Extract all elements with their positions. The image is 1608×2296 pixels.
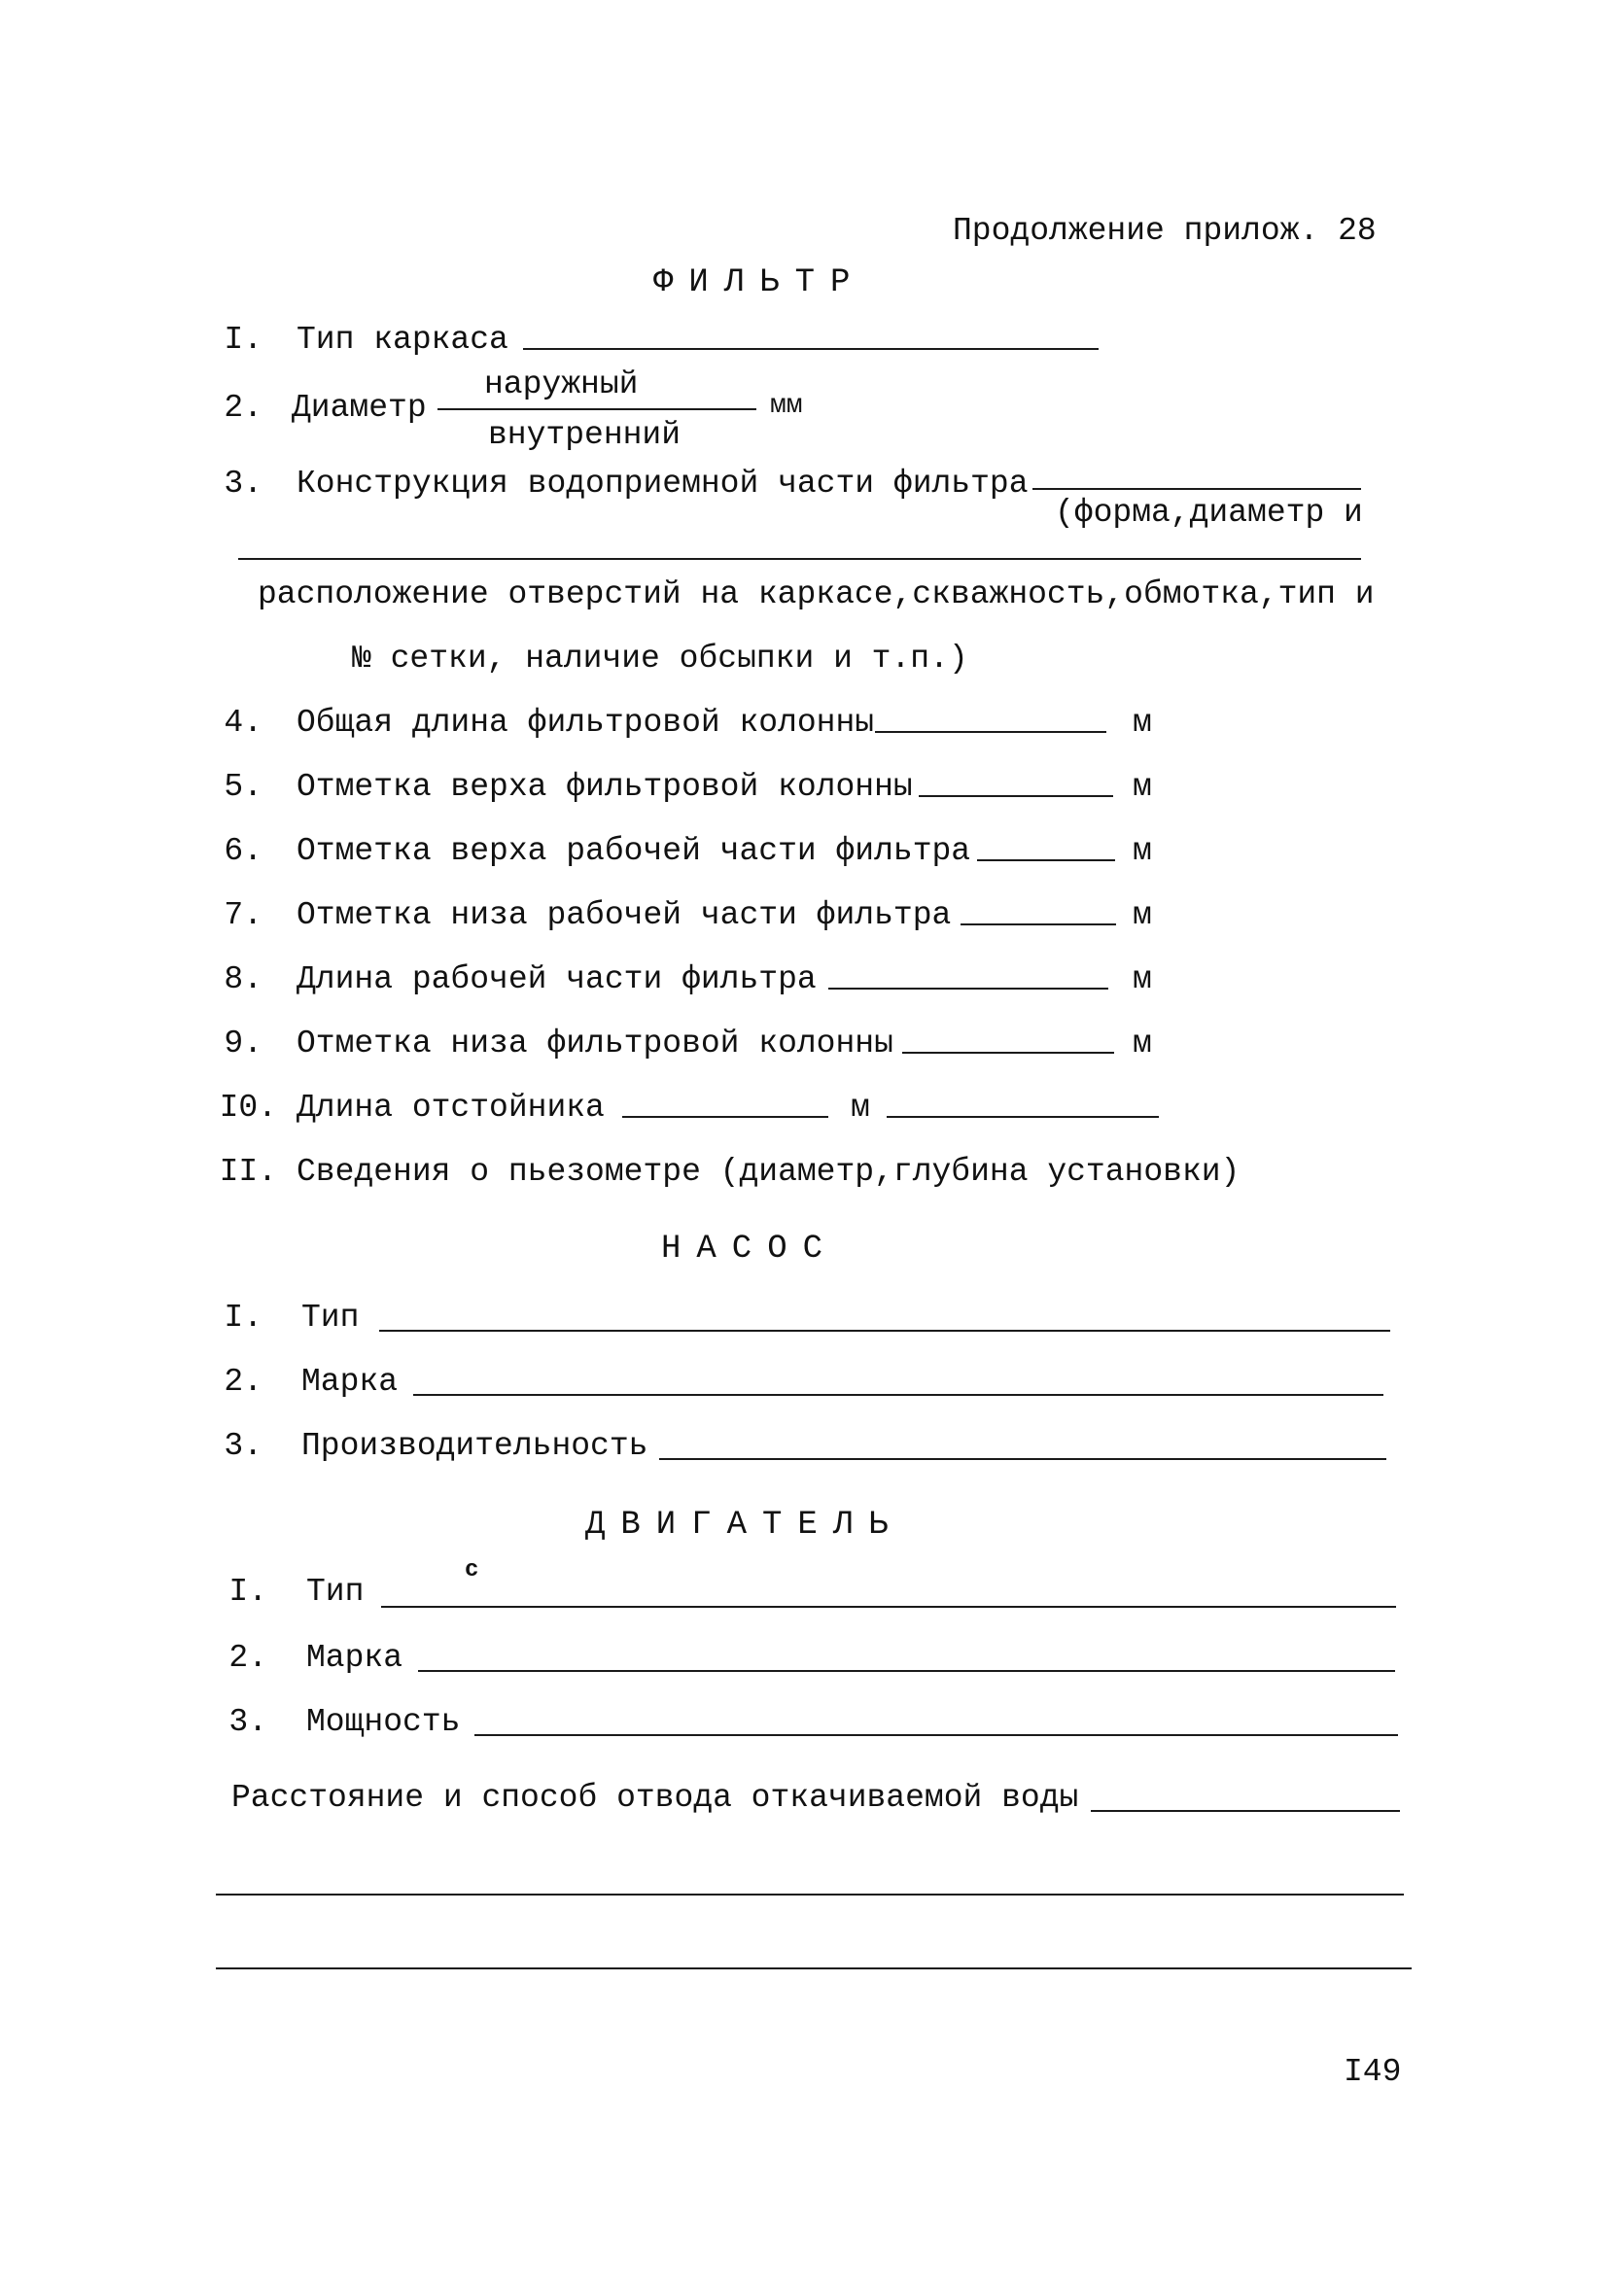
pump-item-2-label: Марка: [301, 1364, 399, 1400]
filter-item-1-label: Тип каркаса: [297, 322, 508, 358]
filter-item-7-label: Отметка низа рабочей части фильтра: [297, 897, 952, 933]
filter-item-7-unit: м: [1133, 897, 1152, 933]
filter-item-8-label: Длина рабочей части фильтра: [297, 961, 817, 997]
pump-item-1-number: I.: [224, 1300, 262, 1336]
filter-item-9-number: 9.: [224, 1026, 262, 1061]
filter-item-5-line[interactable]: [919, 795, 1113, 797]
filter-item-8-unit: м: [1133, 961, 1152, 997]
section-title-filter: ФИЛЬТР: [653, 264, 866, 301]
filter-item-8-number: 8.: [224, 961, 262, 997]
water-drainage-line-2[interactable]: [216, 1894, 1404, 1896]
engine-item-3-label: Мощность: [306, 1704, 461, 1740]
pump-item-3-number: 3.: [224, 1428, 262, 1464]
engine-item-2-line[interactable]: [418, 1670, 1395, 1672]
filter-item-11-number: II.: [219, 1154, 277, 1190]
pump-item-2-line[interactable]: [413, 1394, 1383, 1396]
filter-item-9-line[interactable]: [902, 1052, 1114, 1054]
continuation-note: Продолжение прилож. 28: [953, 213, 1377, 249]
section-title-engine: ДВИГАТЕЛЬ: [585, 1507, 904, 1544]
filter-item-5-unit: м: [1133, 769, 1152, 805]
filter-item-4-line[interactable]: [875, 731, 1106, 733]
engine-item-1-number: I.: [228, 1574, 267, 1610]
filter-item-4-number: 4.: [224, 705, 262, 741]
filter-item-10-unit: м: [851, 1090, 870, 1126]
pump-item-3-label: Производительность: [301, 1428, 648, 1464]
filter-item-8-line[interactable]: [828, 988, 1108, 990]
engine-item-1-line[interactable]: [381, 1606, 1396, 1608]
filter-item-10-number: I0.: [219, 1090, 277, 1126]
water-drainage-line-3[interactable]: [216, 1967, 1412, 1969]
filter-item-1-line[interactable]: [523, 348, 1099, 350]
water-drainage-label: Расстояние и способ отвода откачиваемой воды: [231, 1780, 1079, 1816]
filter-item-9-unit: м: [1133, 1026, 1152, 1061]
filter-item-5-number: 5.: [224, 769, 262, 805]
pump-item-2-number: 2.: [224, 1364, 262, 1400]
filter-item-4-label: Общая длина фильтровой колонны: [297, 705, 875, 741]
filter-item-2-number: 2.: [224, 390, 262, 426]
filter-item-3-line-1[interactable]: [1032, 488, 1361, 490]
water-drainage-line-1[interactable]: [1091, 1810, 1400, 1812]
engine-item-2-number: 2.: [228, 1640, 267, 1676]
filter-item-6-unit: м: [1133, 833, 1152, 869]
filter-item-3-hint-3: № сетки, наличие обсыпки и т.п.): [352, 641, 968, 677]
engine-item-1-mark: с: [465, 1557, 479, 1583]
engine-item-3-line[interactable]: [474, 1734, 1398, 1736]
filter-item-7-number: 7.: [224, 897, 262, 933]
engine-item-3-number: 3.: [228, 1704, 267, 1740]
filter-item-3-line-2[interactable]: [238, 558, 1361, 560]
pump-item-1-label: Тип: [301, 1300, 360, 1336]
filter-item-2-label: Диаметр: [292, 390, 427, 426]
filter-item-11-label: Сведения о пьезометре (диаметр,глубина установки): [297, 1154, 1241, 1190]
filter-item-5-label: Отметка верха фильтровой колонны: [297, 769, 913, 805]
filter-item-10-label: Длина отстойника: [297, 1090, 605, 1126]
filter-item-3-number: 3.: [224, 466, 262, 502]
filter-item-2-fraction-bottom: внутренний: [488, 417, 682, 453]
filter-item-7-line[interactable]: [961, 923, 1116, 925]
filter-item-10-line-2[interactable]: [887, 1116, 1159, 1118]
page-number: I49: [1344, 2054, 1402, 2090]
pump-item-3-line[interactable]: [659, 1458, 1386, 1460]
filter-item-2-fraction-top: наружный: [484, 366, 639, 402]
pump-item-1-line[interactable]: [379, 1330, 1390, 1332]
filter-item-9-label: Отметка низа фильтровой колонны: [297, 1026, 893, 1061]
filter-item-1-number: I.: [224, 322, 262, 358]
filter-item-2-unit: мм: [770, 391, 803, 421]
filter-item-4-unit: м: [1133, 705, 1152, 741]
filter-item-6-label: Отметка верха рабочей части фильтра: [297, 833, 971, 869]
section-title-pump: НАСОС: [661, 1231, 839, 1268]
filter-item-3-hint-1: (форма,диаметр и: [1055, 495, 1363, 531]
filter-item-3-label: Конструкция водоприемной части фильтра: [297, 466, 1029, 502]
engine-item-1-label: Тип: [306, 1574, 365, 1610]
filter-item-10-line-1[interactable]: [622, 1116, 828, 1118]
filter-item-6-line[interactable]: [977, 859, 1115, 861]
filter-item-6-number: 6.: [224, 833, 262, 869]
engine-item-2-label: Марка: [306, 1640, 403, 1676]
filter-item-2-fraction-line[interactable]: [437, 408, 756, 410]
filter-item-3-hint-2: расположение отверстий на каркасе,скважность,обмотка,тип и: [258, 576, 1375, 612]
